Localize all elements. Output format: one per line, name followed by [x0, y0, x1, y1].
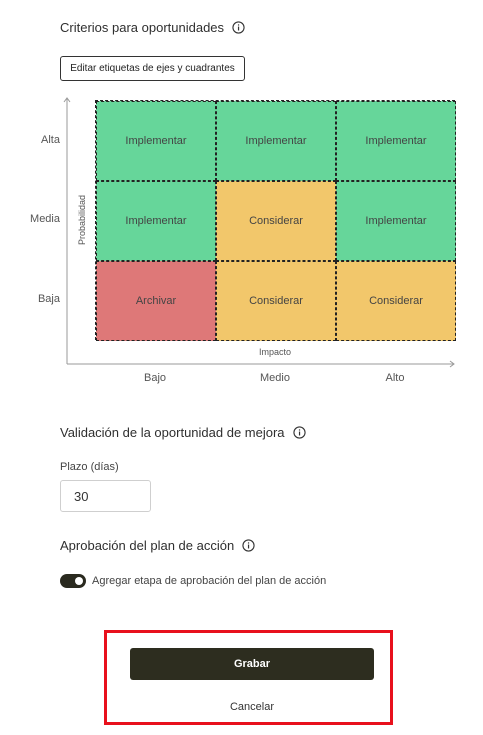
- approval-title-text: Aprobación del plan de acción: [60, 538, 235, 553]
- term-label: Plazo (días): [60, 461, 119, 473]
- y-label-medium: Media: [30, 213, 60, 225]
- y-axis-title: Probabilidad: [77, 194, 87, 246]
- info-icon[interactable]: [232, 21, 245, 34]
- info-icon[interactable]: [242, 539, 255, 552]
- x-label-medium: Medio: [260, 372, 290, 384]
- info-icon[interactable]: [293, 426, 306, 439]
- validation-title-text: Validación de la oportunidad de mejora: [60, 425, 285, 440]
- criteria-title-text: Criterios para oportunidades: [60, 20, 225, 35]
- term-days-input[interactable]: [60, 480, 151, 512]
- matrix-cell: Archivar: [96, 261, 216, 341]
- matrix-cell: Considerar: [216, 181, 336, 261]
- x-axis-title: Impacto: [258, 347, 291, 357]
- matrix-cell: Implementar: [336, 181, 456, 261]
- toggle-knob: [75, 577, 83, 585]
- approval-toggle[interactable]: [60, 574, 86, 588]
- y-label-high: Alta: [41, 134, 60, 146]
- matrix-cell: Implementar: [216, 101, 336, 181]
- save-button[interactable]: Grabar: [130, 648, 374, 680]
- y-label-low: Baja: [37, 293, 60, 305]
- matrix-cell: Considerar: [336, 261, 456, 341]
- edit-labels-button[interactable]: Editar etiquetas de ejes y cuadrantes: [60, 56, 245, 81]
- validation-section-title: [60, 425, 306, 440]
- opportunity-matrix: [95, 100, 455, 340]
- x-label-low: Bajo: [143, 372, 167, 384]
- cancel-button[interactable]: Cancelar: [229, 701, 275, 713]
- matrix-cell: Implementar: [96, 101, 216, 181]
- matrix-cell: Implementar: [96, 181, 216, 261]
- approval-section-title: [60, 538, 255, 553]
- criteria-section-title: [60, 20, 245, 35]
- x-label-high: Alto: [385, 372, 405, 384]
- matrix-cell: Considerar: [216, 261, 336, 341]
- matrix-cell: Implementar: [336, 101, 456, 181]
- term-days-value: 30: [74, 488, 89, 504]
- approval-toggle-label: Agregar etapa de aprobación del plan de acción: [92, 575, 327, 587]
